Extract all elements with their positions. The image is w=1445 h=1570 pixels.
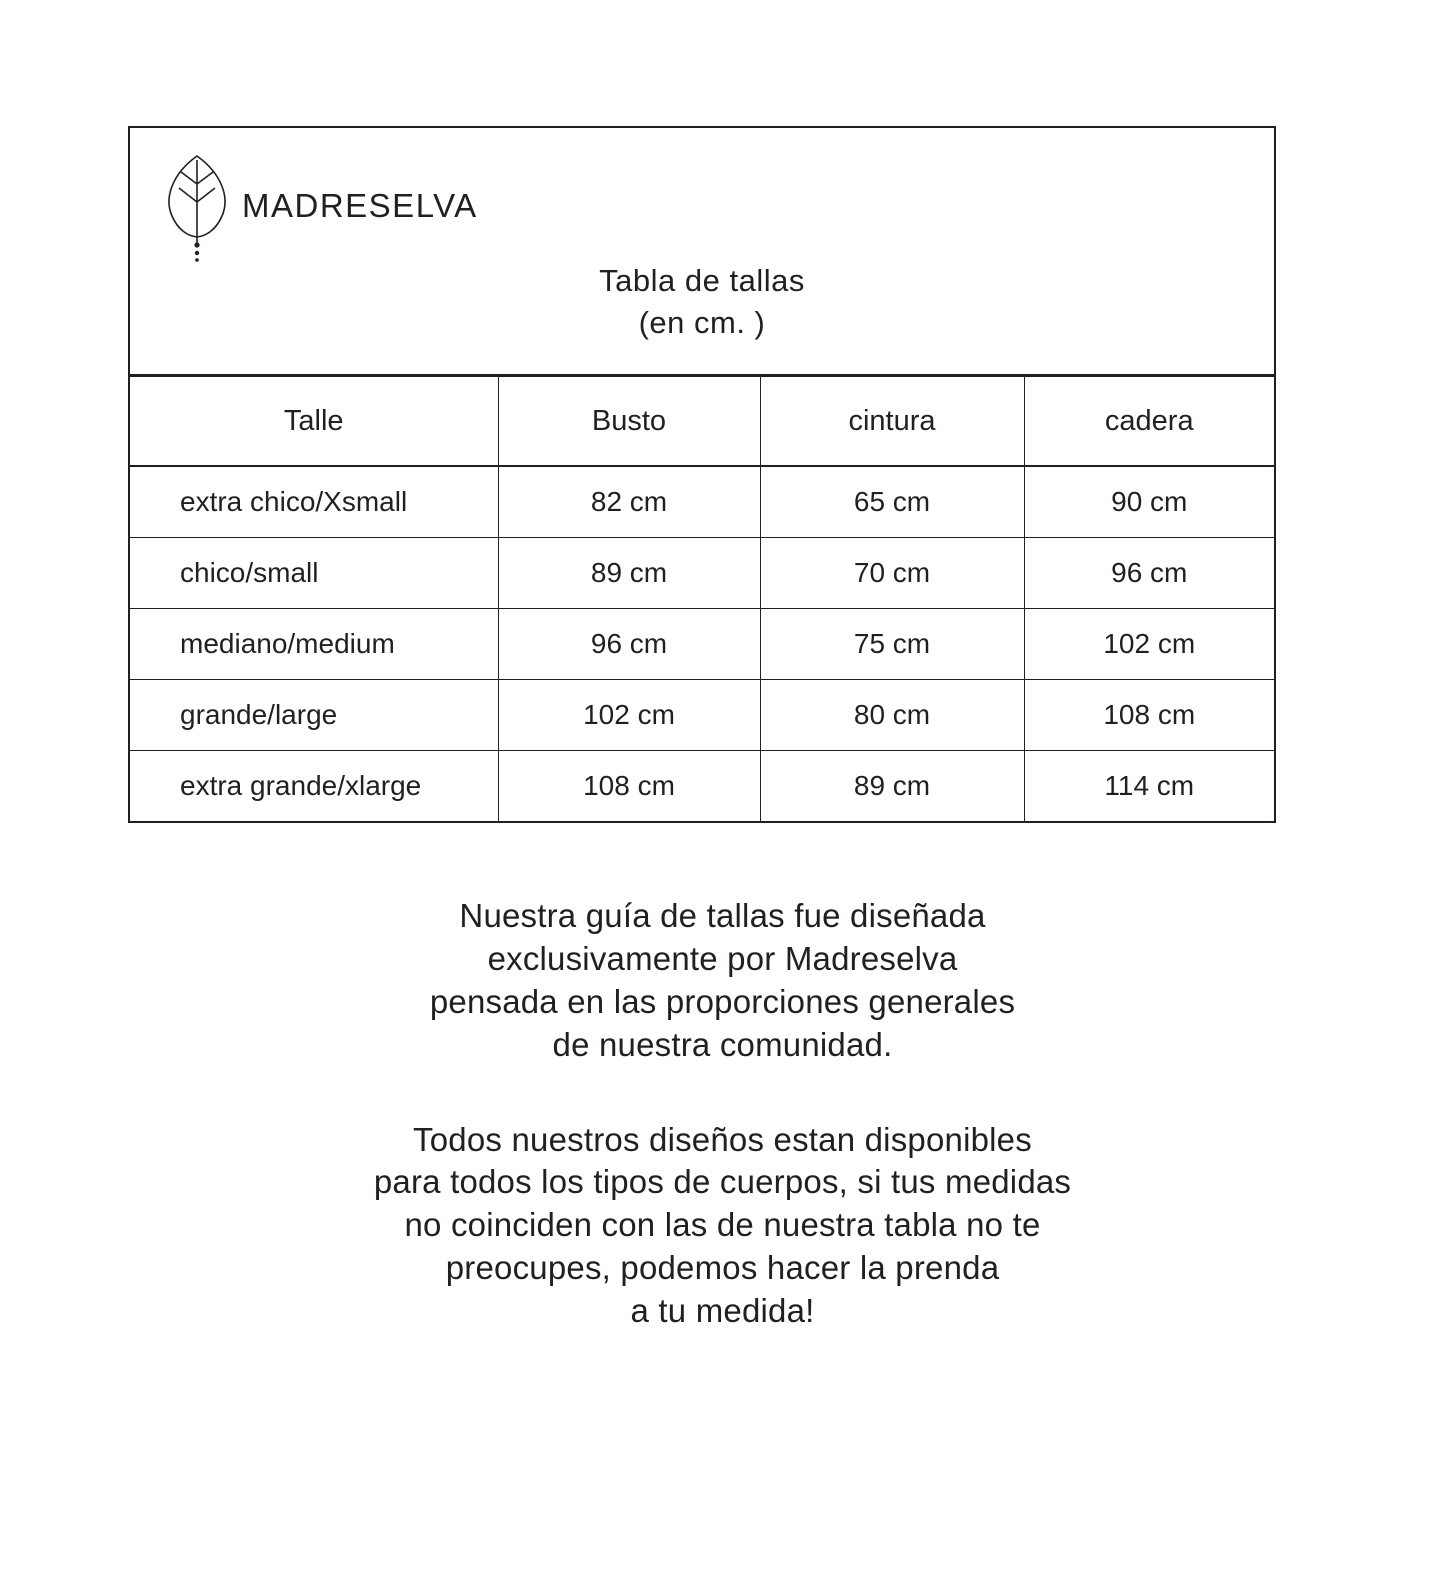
brand-name: MADRESELVA [242,187,478,224]
chart-title-block [130,260,1274,344]
cell-busto: 108 cm [498,751,760,822]
cell-cadera: 114 cm [1024,751,1274,822]
paragraph-2-line-1: Todos nuestros diseños estan disponibles [413,1120,1032,1158]
chart-subtitle: (en cm. ) [638,304,766,340]
cell-busto: 102 cm [498,680,760,751]
leaf-icon [158,150,236,262]
table-row [130,751,1274,822]
table-header-row [130,377,1274,467]
paragraph-1-line-3: pensada en las proporciones generales [429,982,1016,1020]
paragraph-1-line-2: exclusivamente por Madreselva [487,939,958,977]
chart-header [130,128,1274,376]
cell-cintura: 70 cm [760,538,1024,609]
cell-cintura: 80 cm [760,680,1024,751]
chart-title: Tabla de tallas [599,263,805,298]
table-row [130,609,1274,680]
cell-cadera: 102 cm [1024,609,1274,680]
cell-talle: extra chico/Xsmall [130,466,498,538]
cell-cadera: 90 cm [1024,466,1274,538]
cell-busto: 96 cm [498,609,760,680]
description-text [0,895,1445,1333]
column-header-cadera: cadera [1024,377,1274,467]
cell-cintura: 89 cm [760,751,1024,822]
table-row [130,538,1274,609]
paragraph-2-line-3: no coinciden con las de nuestra tabla no te [404,1206,1041,1244]
cell-cadera: 96 cm [1024,538,1274,609]
column-header-talle: Talle [130,377,498,467]
paragraph-2-line-2: para todos los tipos de cuerpos, si tus medidas [373,1163,1072,1201]
paragraph-spacer [0,1067,1445,1119]
cell-talle: chico/small [130,538,498,609]
cell-talle: mediano/medium [130,609,498,680]
size-table [130,376,1274,821]
size-chart-card [128,126,1276,823]
cell-talle: extra grande/xlarge [130,751,498,822]
column-header-busto: Busto [498,377,760,467]
brand-lockup [158,150,478,262]
paragraph-1-line-4: de nuestra comunidad. [552,1025,893,1063]
cell-busto: 82 cm [498,466,760,538]
cell-busto: 89 cm [498,538,760,609]
table-row [130,466,1274,538]
paragraph-2-line-4: preocupes, podemos hacer la prenda [445,1249,1000,1287]
cell-cintura: 65 cm [760,466,1024,538]
paragraph-2-line-5: a tu medida! [630,1292,815,1330]
paragraph-1-line-1: Nuestra guía de tallas fue diseñada [459,897,986,934]
table-row [130,680,1274,751]
column-header-cintura: cintura [760,377,1024,467]
cell-cadera: 108 cm [1024,680,1274,751]
cell-talle: grande/large [130,680,498,751]
cell-cintura: 75 cm [760,609,1024,680]
